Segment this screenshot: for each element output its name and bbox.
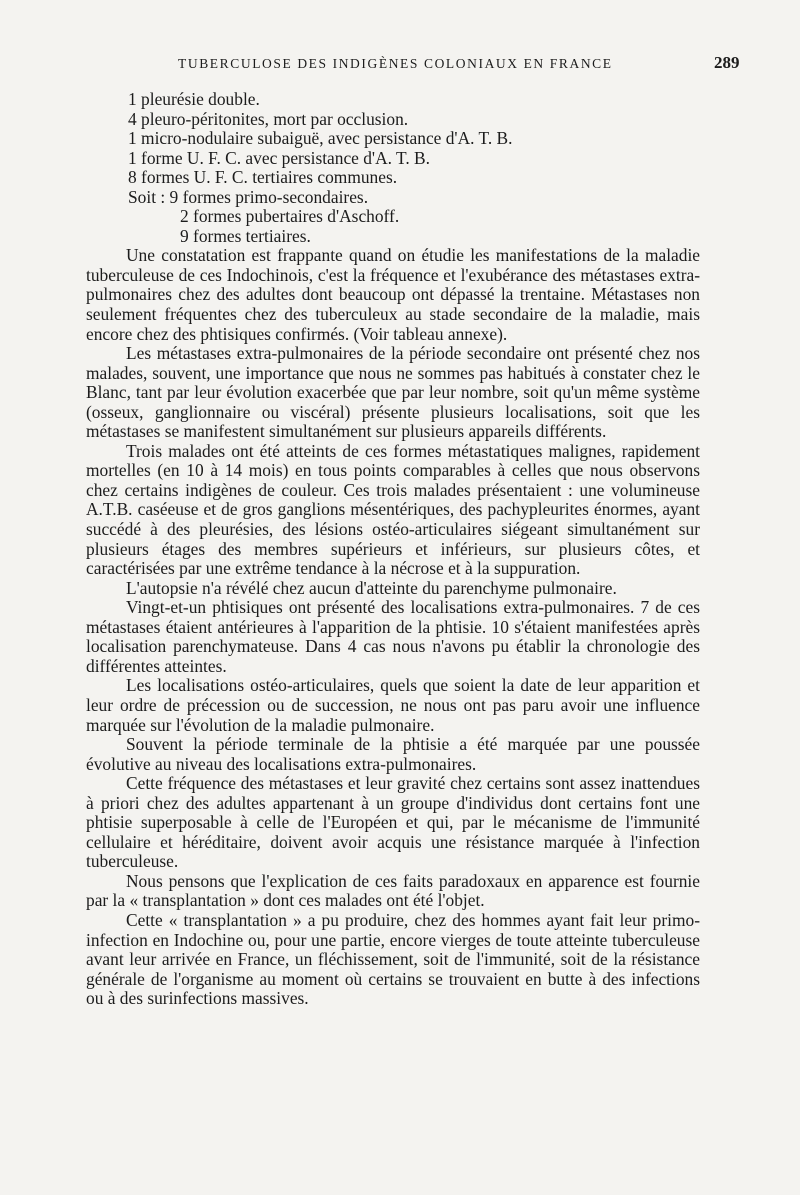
list-item: 1 forme U. F. C. avec persistance d'A. T. B. [128,147,430,168]
running-title: TUBERCULOSE DES INDIGÈNES COLONIAUX EN FRANCE [178,56,613,71]
paragraph: Vingt-et-un phtisiques ont présenté des localisations extra-pulmonaires. 7 de ces métastases étaient antérieures à l'apparition de la phtisie. 10 s'étaient manifestées après localisation parenchymateuse. Dans 4 cas nous n'avons pu établir la chronologie des différentes atteintes. [86,597,700,676]
paragraph: Souvent la période terminale de la phtisie a été marquée par une poussée évolutive au niveau des localisations extra-pulmonaires. [86,734,700,774]
paragraph: Les localisations ostéo-articulaires, quels que soient la date de leur apparition et leur ordre de précession ou de succession, ne nous ont pas paru avoir une influence marquée sur l'évolution de la maladie pulmonaire. [86,675,700,735]
summary-line: 9 formes tertiaires. [180,225,311,246]
paragraph: Nous pensons que l'explication de ces faits paradoxaux en apparence est fournie par la « transplantation » dont ces malades ont été l'objet. [86,870,700,911]
paragraph: L'autopsie n'a révélé chez aucun d'atteinte du parenchyme pulmonaire. [126,577,617,598]
paragraph: Cette « transplantation » a pu produire, chez des hommes ayant fait leur primo-infection en Indochine ou, pour une partie, encore vierges de toute atteinte tuberculeuse avant leur arrivée en France, un fléchissement, soit de l'immunité, soit de la résistance générale de l'organisme au moment où certains se trouvaient en butte à des infections ou à des surinfections massives. [86,909,700,1009]
page-header [0,53,800,80]
summary-line: 2 formes pubertaires d'Aschoff. [180,206,400,227]
summary-line: Soit : 9 formes primo-secondaires. [128,186,369,207]
list-item: 4 pleuro-péritonites, mort par occlusion. [128,108,409,129]
list-item: 8 formes U. F. C. tertiaires communes. [128,167,398,188]
page-number: 289 [714,53,740,72]
paragraph: Une constatation est frappante quand on étudie les manifestations de la maladie tuberculeuse de ces Indochinois, c'est la fréquence et l'exubérance des métastases extra-pulmonaires chez des adultes dont beaucoup ont dépassé la trentaine. Métastases non seulement fréquentes chez des tuberculeux au stade secondaire de la maladie, mais encore chez des phtisiques confirmés. (Voir tableau annexe). [86,245,700,344]
list-item: 1 micro-nodulaire subaiguë, avec persistance d'A. T. B. [128,128,513,149]
paragraph: Trois malades ont été atteints de ces formes métastatiques malignes, rapidement mortelles (en 10 à 14 mois) en tous points comparables à celles que nous observons chez certains indigènes de couleur. Ces trois malades présentaient : une volumineuse A.T.B. caséeuse et de gros ganglions mésentériques, des pachypleurites énormes, ayant succédé à des pleurésies, des lésions ostéo-articulaires siégeant simultanément sur plusieurs étages des membres supérieurs et inférieurs, sur plusieurs côtes, et caractérisées par une extrême tendance à la nécrose et à la suppuration. [86,440,700,579]
page-body [86,90,700,1009]
list-item: 1 pleurésie double. [128,89,260,109]
paragraph: Les métastases extra-pulmonaires de la période secondaire ont présenté chez nos malades, souvent, une importance que nous ne sommes pas habitués à constater chez le Blanc, tant par leur évolution exacerbée que par leur nombre, soit qu'un même système (osseux, ganglionnaire ou viscéral) présente plusieurs localisations, soit que les métastases se manifestent simultanément sur plusieurs appareils différents. [86,343,700,442]
paragraph: Cette fréquence des métastases et leur gravité chez certains sont assez inattendues à priori chez des adultes appartenant à un groupe d'individus dont certains font une phtisie superposable à celle de l'Européen et qui, par le mécanisme de l'immunité cellulaire et héréditaire, doivent avoir acquis une résistance marquée à l'infection tuberculeuse. [86,773,700,872]
